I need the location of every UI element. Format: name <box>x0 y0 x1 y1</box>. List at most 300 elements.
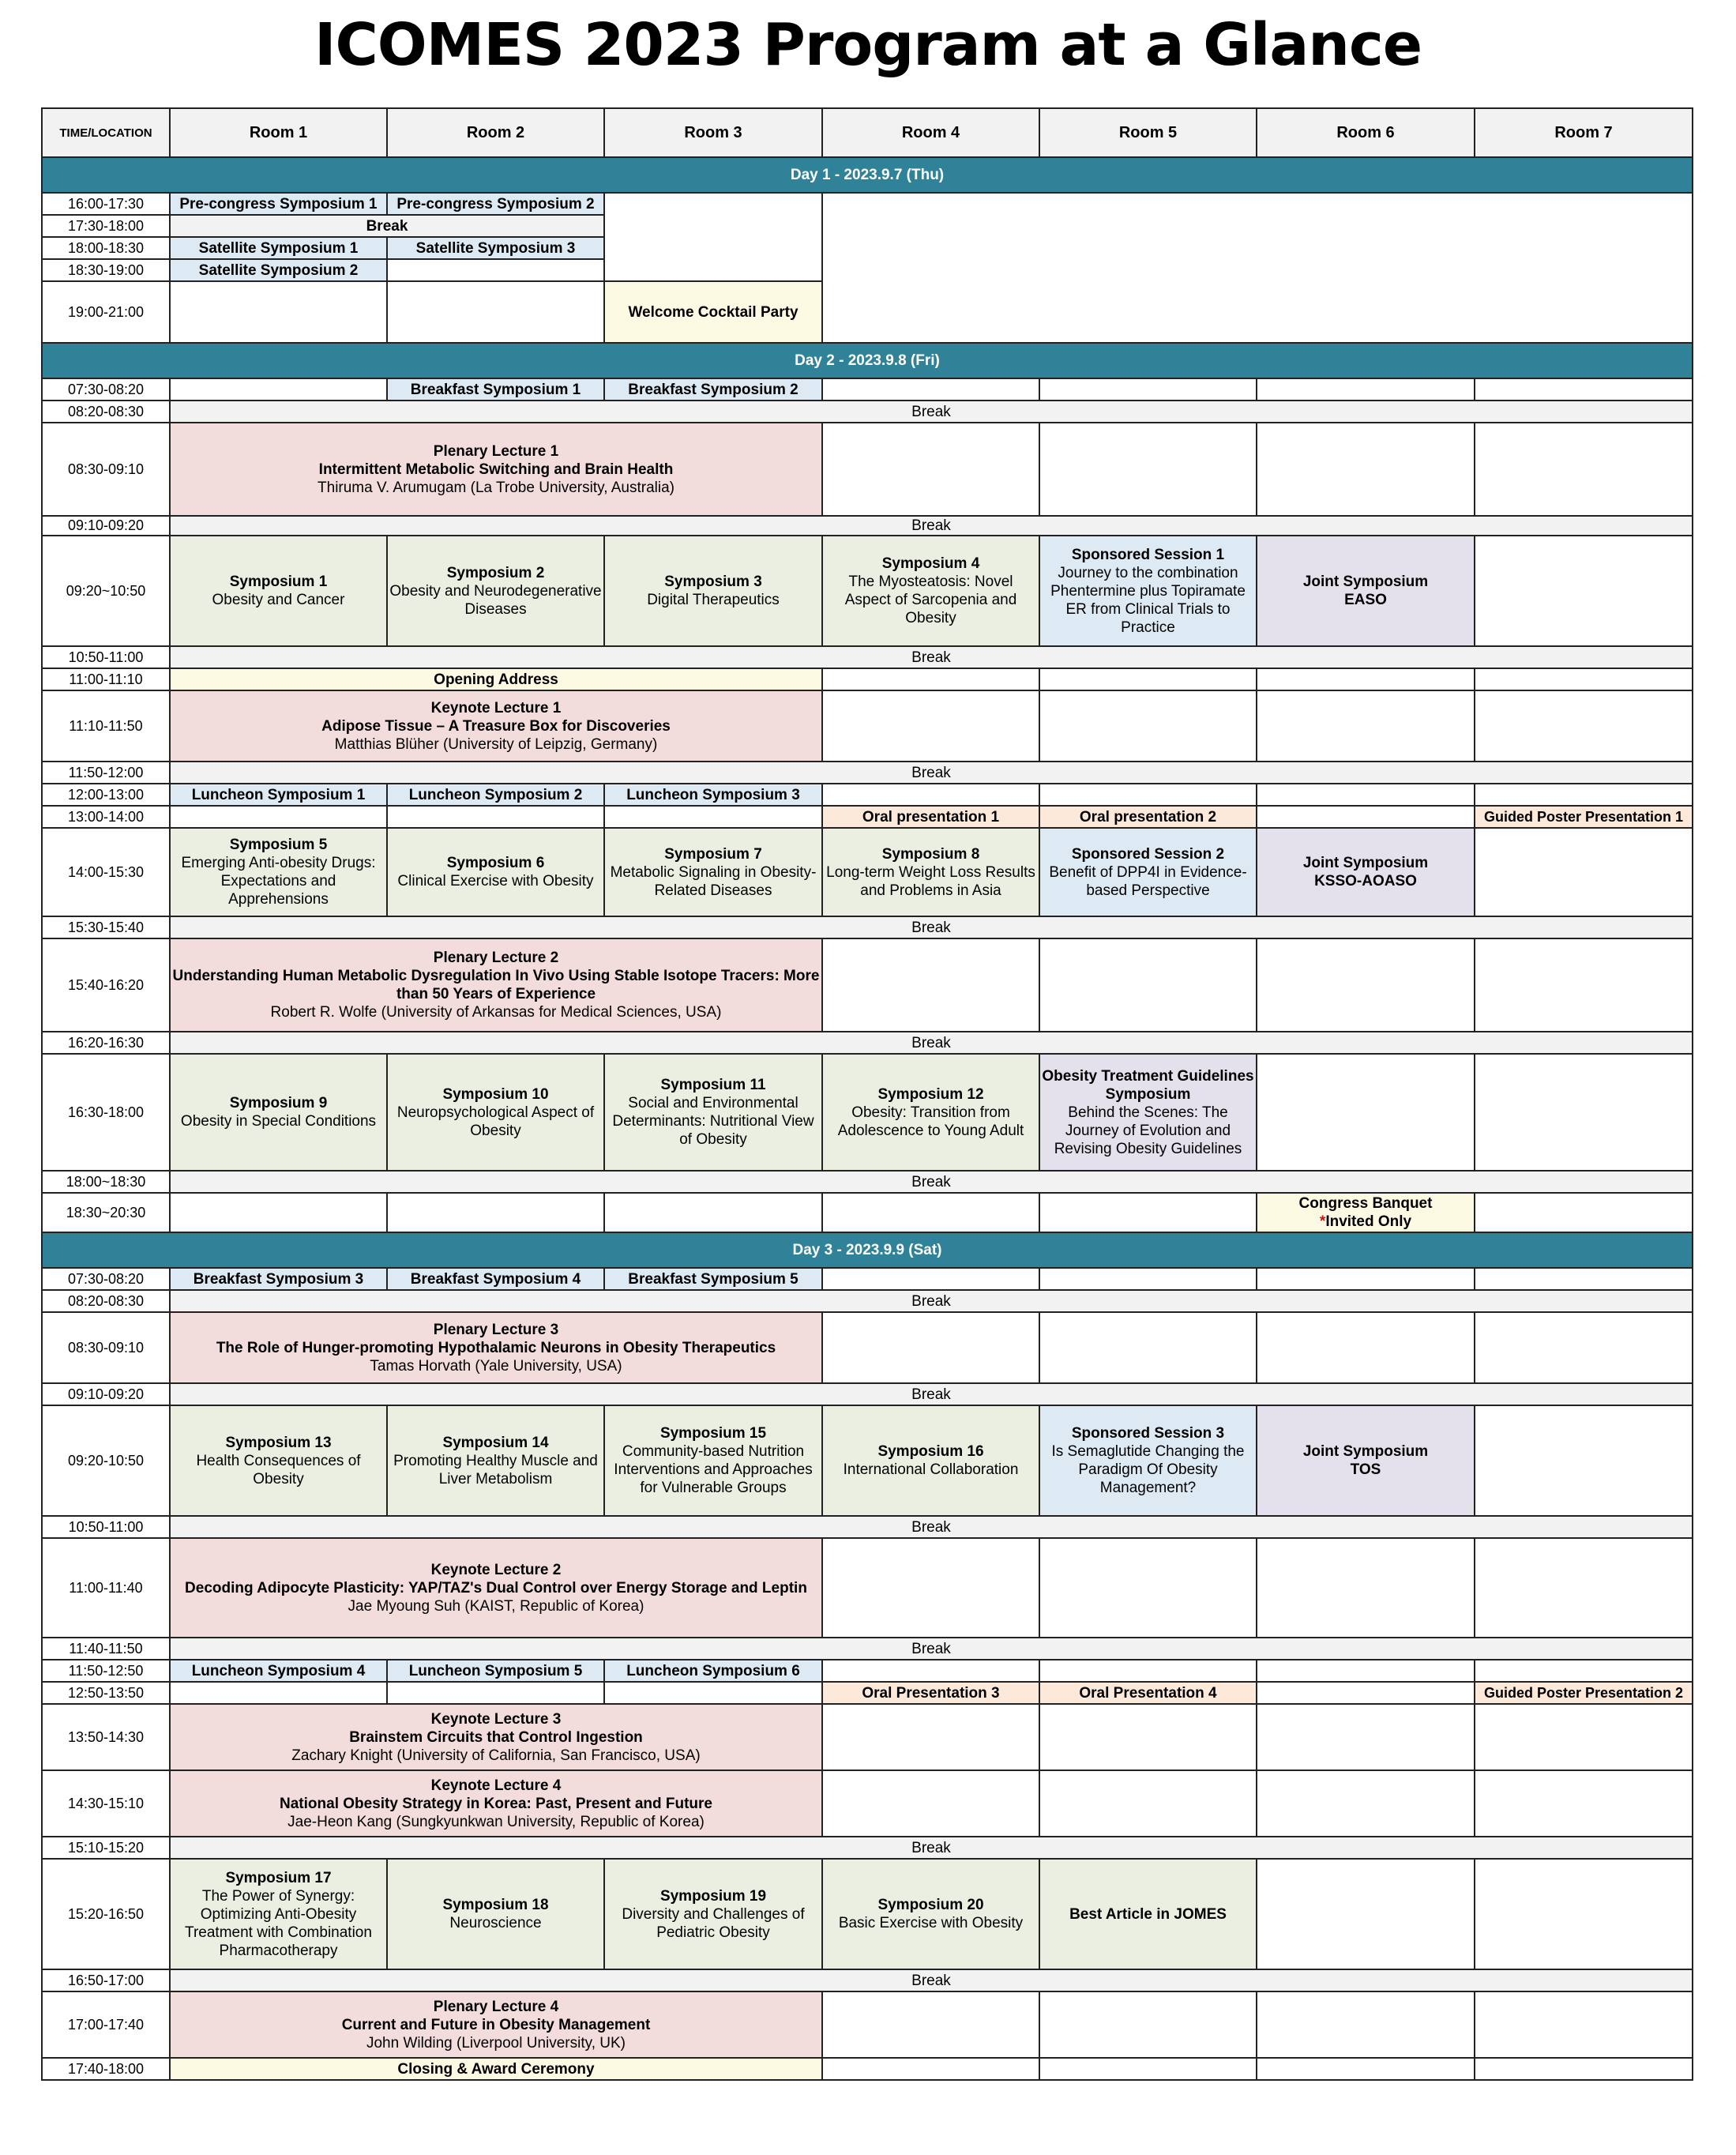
table-row <box>42 1837 1693 1859</box>
time-cell: 11:50-12:50 <box>42 1660 170 1682</box>
table-row <box>42 1682 1693 1704</box>
empty-cell <box>1039 1193 1257 1232</box>
session-label: Symposium 5 <box>229 837 328 853</box>
lecture-speaker: Tamas Horvath (Yale University, USA) <box>370 1357 622 1375</box>
empty-cell <box>1257 1054 1475 1171</box>
session-luncheon-3[interactable]: Luncheon Symposium 3 <box>604 784 822 806</box>
session-breakfast-4[interactable]: Breakfast Symposium 4 <box>387 1268 604 1290</box>
best-article-in-jomes[interactable]: Best Article in JOMES <box>1039 1859 1257 1969</box>
plenary-lecture-4[interactable] <box>170 1991 822 2058</box>
empty-cell <box>1257 423 1475 516</box>
symposium-13[interactable] <box>170 1405 387 1516</box>
empty-cell <box>387 281 604 343</box>
congress-banquet[interactable] <box>1257 1193 1475 1232</box>
header-time-location: TIME/LOCATION <box>42 108 170 157</box>
sponsored-session-2[interactable] <box>1039 828 1257 916</box>
lecture-label: Plenary Lecture 2 <box>433 950 559 966</box>
table-row <box>42 1268 1693 1290</box>
table-row <box>42 1312 1693 1383</box>
break-cell: Break <box>170 401 1693 423</box>
session-luncheon-6[interactable]: Luncheon Symposium 6 <box>604 1660 822 1682</box>
header-room-6: Room 6 <box>1257 108 1475 157</box>
program-table-wrapper <box>41 107 1692 2081</box>
table-row <box>42 1538 1693 1638</box>
table-row <box>42 1770 1693 1837</box>
table-row <box>42 1704 1693 1770</box>
session-label: Symposium 18 <box>442 1897 549 1913</box>
time-cell: 12:00-13:00 <box>42 784 170 806</box>
welcome-cocktail-party[interactable]: Welcome Cocktail Party <box>604 281 822 343</box>
lecture-speaker: Thiruma V. Arumugam (La Trobe University, Australia) <box>318 479 674 496</box>
keynote-lecture-1[interactable] <box>170 690 822 762</box>
symposium-1[interactable] <box>170 536 387 646</box>
session-topic: Community-based Nutrition Interventions and Approaches for Vulnerable Groups <box>614 1443 813 1496</box>
session-label: Sponsored Session 1 <box>1071 546 1225 563</box>
time-cell: 11:40-11:50 <box>42 1638 170 1660</box>
time-cell: 17:00-17:40 <box>42 1991 170 2058</box>
session-topic: Diversity and Challenges of Pediatric Obesity <box>622 1905 805 1941</box>
time-cell: 09:20-10:50 <box>42 1405 170 1516</box>
symposium-3[interactable] <box>604 536 822 646</box>
time-cell: 19:00-21:00 <box>42 281 170 343</box>
time-cell: 10:50-11:00 <box>42 646 170 668</box>
table-row <box>42 2058 1693 2080</box>
empty-cell <box>1257 1991 1475 2058</box>
empty-cell <box>822 1268 1039 1290</box>
session-topic: KSSO-AOASO <box>1314 873 1417 889</box>
session-topic: Basic Exercise with Obesity <box>838 1915 1024 1931</box>
symposium-20[interactable] <box>822 1859 1039 1969</box>
asterisk-mark: * <box>1319 1213 1326 1230</box>
table-row <box>42 806 1693 828</box>
empty-cell <box>1039 1312 1257 1383</box>
break-cell: Break <box>170 1383 1693 1405</box>
empty-cell <box>1257 1312 1475 1383</box>
empty-cell <box>604 806 822 828</box>
table-row <box>42 668 1693 690</box>
break-cell: Break <box>170 762 1693 784</box>
table-row <box>42 1859 1693 1969</box>
oral-presentation-2[interactable]: Oral presentation 2 <box>1039 806 1257 828</box>
session-satellite-1[interactable]: Satellite Symposium 1 <box>170 237 387 259</box>
session-topic: Obesity and Neurodegenerative Diseases <box>389 582 602 618</box>
lecture-label: Keynote Lecture 1 <box>430 699 562 716</box>
header-room-5: Room 5 <box>1039 108 1257 157</box>
session-label: Symposium 17 <box>225 1869 332 1886</box>
symposium-6[interactable] <box>387 828 604 916</box>
session-topic: Emerging Anti-obesity Drugs: Expectations and Apprehensions <box>181 855 376 908</box>
symposium-14[interactable] <box>387 1405 604 1516</box>
session-topic: Benefit of DPP4I in Evidence-based Perspective <box>1049 863 1247 899</box>
lecture-speaker: Jae Myoung Suh (KAIST, Republic of Korea) <box>348 1597 644 1615</box>
empty-cell <box>822 2058 1039 2080</box>
lecture-title: Intermittent Metabolic Switching and Brain Health <box>318 461 674 478</box>
session-topic: TOS <box>1350 1461 1381 1478</box>
time-cell: 13:50-14:30 <box>42 1704 170 1770</box>
table-row <box>42 828 1693 916</box>
empty-cell <box>170 1193 387 1232</box>
break-cell: Break <box>170 916 1693 938</box>
session-topic: Neuroscience <box>449 1915 542 1931</box>
empty-cell <box>1257 2058 1475 2080</box>
empty-cell <box>822 1991 1039 2058</box>
invited-only-text: Invited Only <box>1325 1213 1412 1230</box>
session-label: Joint Symposium <box>1302 1443 1429 1460</box>
break-cell: Break <box>170 1837 1693 1859</box>
program-table <box>41 107 1693 2081</box>
lecture-label: Plenary Lecture 3 <box>433 1321 559 1338</box>
session-topic: EASO <box>1344 592 1387 608</box>
session-breakfast-2[interactable]: Breakfast Symposium 2 <box>604 378 822 401</box>
empty-cell <box>1475 423 1693 516</box>
time-cell: 18:00-18:30 <box>42 237 170 259</box>
time-cell: 15:10-15:20 <box>42 1837 170 1859</box>
empty-cell <box>1257 1704 1475 1770</box>
break-cell: Break <box>170 1032 1693 1054</box>
oral-presentation-4[interactable]: Oral Presentation 4 <box>1039 1682 1257 1704</box>
time-cell: 14:00-15:30 <box>42 828 170 916</box>
empty-cell <box>1475 1193 1693 1232</box>
session-topic: Long-term Weight Loss Results and Problems in Asia <box>826 863 1035 899</box>
session-label: Symposium 14 <box>442 1434 549 1451</box>
time-cell: 16:20-16:30 <box>42 1032 170 1054</box>
empty-cell <box>1257 1682 1475 1704</box>
break-cell: Break <box>170 1290 1693 1312</box>
table-row <box>42 1660 1693 1682</box>
session-label: Symposium 9 <box>229 1095 328 1111</box>
banquet-label: Congress Banquet <box>1298 1195 1433 1212</box>
empty-cell <box>1257 668 1475 690</box>
empty-cell <box>1475 828 1693 916</box>
session-luncheon-2[interactable]: Luncheon Symposium 2 <box>387 784 604 806</box>
keynote-lecture-2[interactable] <box>170 1538 822 1638</box>
empty-cell <box>1257 690 1475 762</box>
day-3-banner: Day 3 - 2023.9.9 (Sat) <box>42 1232 1693 1268</box>
lecture-title: Current and Future in Obesity Management <box>341 2016 651 2033</box>
empty-cell <box>1039 938 1257 1032</box>
empty-cell <box>1475 1538 1693 1638</box>
empty-cell <box>822 1193 1039 1232</box>
empty-cell <box>387 1193 604 1232</box>
table-row <box>42 1969 1693 1991</box>
sponsored-session-3[interactable] <box>1039 1405 1257 1516</box>
lecture-label: Plenary Lecture 1 <box>433 442 559 460</box>
lecture-title: The Role of Hunger-promoting Hypothalamic Neurons in Obesity Therapeutics <box>216 1339 776 1356</box>
session-topic: Social and Environmental Determinants: Nutritional View of Obesity <box>612 1095 814 1148</box>
day-2-banner: Day 2 - 2023.9.8 (Fri) <box>42 343 1693 378</box>
table-row <box>42 193 1693 215</box>
time-cell: 11:00-11:40 <box>42 1538 170 1638</box>
time-cell: 16:00-17:30 <box>42 193 170 215</box>
time-cell: 11:10-11:50 <box>42 690 170 762</box>
session-label: Obesity Treatment Guidelines Symposium <box>1042 1067 1254 1103</box>
time-cell: 18:00~18:30 <box>42 1171 170 1193</box>
session-label: Joint Symposium <box>1302 855 1429 871</box>
session-label: Symposium 3 <box>664 574 762 590</box>
oral-presentation-1[interactable]: Oral presentation 1 <box>822 806 1039 828</box>
session-label: Symposium 2 <box>446 564 545 581</box>
empty-cell <box>1475 536 1693 646</box>
time-cell: 10:50-11:00 <box>42 1516 170 1538</box>
break-cell: Break <box>170 646 1693 668</box>
session-pre-congress-1[interactable]: Pre-congress Symposium 1 <box>170 193 387 215</box>
session-topic: Obesity: Transition from Adolescence to Young Adult <box>837 1104 1024 1139</box>
session-label: Symposium 6 <box>446 855 545 871</box>
empty-cell <box>1257 1660 1475 1682</box>
time-cell: 11:50-12:00 <box>42 762 170 784</box>
page-title: ICOMES 2023 Program at a Glance <box>314 11 1422 79</box>
empty-cell <box>1039 1268 1257 1290</box>
empty-cell <box>822 1704 1039 1770</box>
symposium-17[interactable] <box>170 1859 387 1969</box>
plenary-lecture-3[interactable] <box>170 1312 822 1383</box>
session-topic: Clinical Exercise with Obesity <box>397 873 594 889</box>
table-row <box>42 423 1693 516</box>
time-cell: 08:30-09:10 <box>42 423 170 516</box>
lecture-label: Keynote Lecture 3 <box>430 1710 562 1728</box>
time-cell: 09:10-09:20 <box>42 516 170 536</box>
session-topic: Obesity in Special Conditions <box>180 1113 377 1130</box>
empty-cell <box>1475 1660 1693 1682</box>
time-cell: 18:30~20:30 <box>42 1193 170 1232</box>
symposium-4[interactable] <box>822 536 1039 646</box>
table-row <box>42 762 1693 784</box>
session-topic: Behind the Scenes: The Journey of Evolution and Revising Obesity Guidelines <box>1054 1104 1242 1157</box>
empty-cell <box>1039 1704 1257 1770</box>
time-cell: 08:20-08:30 <box>42 1290 170 1312</box>
time-cell: 15:30-15:40 <box>42 916 170 938</box>
table-row <box>42 516 1693 536</box>
lecture-label: Keynote Lecture 2 <box>430 1561 562 1578</box>
plenary-lecture-1[interactable] <box>170 423 822 516</box>
empty-cell <box>822 1538 1039 1638</box>
session-label: Sponsored Session 3 <box>1071 1425 1225 1442</box>
empty-cell <box>1475 668 1693 690</box>
empty-cell <box>1257 1268 1475 1290</box>
header-room-3: Room 3 <box>604 108 822 157</box>
lecture-title: Adipose Tissue – A Treasure Box for Discoveries <box>321 717 671 735</box>
empty-cell <box>1257 1770 1475 1837</box>
empty-cell <box>1475 938 1693 1032</box>
empty-cell <box>1039 1770 1257 1837</box>
session-label: Symposium 4 <box>881 555 980 572</box>
joint-symposium-ksso-aoaso[interactable] <box>1257 828 1475 916</box>
symposium-9[interactable] <box>170 1054 387 1171</box>
time-cell: 09:10-09:20 <box>42 1383 170 1405</box>
day-3-row <box>42 1232 1693 1268</box>
break-cell: Break <box>170 1516 1693 1538</box>
table-row <box>42 1405 1693 1516</box>
symposium-18[interactable] <box>387 1859 604 1969</box>
empty-cell <box>822 938 1039 1032</box>
symposium-19[interactable] <box>604 1859 822 1969</box>
plenary-lecture-2[interactable] <box>170 938 822 1032</box>
time-cell: 07:30-08:20 <box>42 1268 170 1290</box>
empty-cell <box>1039 423 1257 516</box>
session-label: Symposium 20 <box>877 1897 984 1913</box>
empty-cell <box>1039 1538 1257 1638</box>
empty-cell <box>1475 378 1693 401</box>
time-cell: 14:30-15:10 <box>42 1770 170 1837</box>
joint-symposium-easo[interactable] <box>1257 536 1475 646</box>
empty-cell <box>1257 806 1475 828</box>
time-cell: 17:30-18:00 <box>42 215 170 237</box>
guided-poster-presentation-1[interactable]: Guided Poster Presentation 1 <box>1475 806 1693 828</box>
lecture-speaker: Robert R. Wolfe (University of Arkansas for Medical Sciences, USA) <box>270 1004 722 1021</box>
session-breakfast-1[interactable]: Breakfast Symposium 1 <box>387 378 604 401</box>
session-topic: The Myosteatosis: Novel Aspect of Sarcopenia and Obesity <box>844 574 1017 626</box>
empty-cell <box>170 1682 387 1704</box>
break-cell: Break <box>170 1638 1693 1660</box>
empty-cell <box>822 1770 1039 1837</box>
session-label: Symposium 16 <box>877 1443 984 1460</box>
obesity-treatment-guidelines-symposium[interactable] <box>1039 1054 1257 1171</box>
session-label: Symposium 10 <box>442 1085 549 1103</box>
empty-cell <box>822 193 1693 343</box>
session-label: Sponsored Session 2 <box>1071 845 1225 863</box>
header-room-4: Room 4 <box>822 108 1039 157</box>
time-cell: 16:50-17:00 <box>42 1969 170 1991</box>
empty-cell <box>822 784 1039 806</box>
symposium-5[interactable] <box>170 828 387 916</box>
empty-cell <box>1475 2058 1693 2080</box>
lecture-label: Keynote Lecture 4 <box>430 1777 562 1794</box>
symposium-15[interactable] <box>604 1405 822 1516</box>
lecture-title: Understanding Human Metabolic Dysregulation In Vivo Using Stable Isotope Tracers: More than 50 Years of Experience <box>172 968 820 1002</box>
day-1-row <box>42 157 1693 193</box>
session-label: Symposium 11 <box>660 1077 766 1093</box>
session-label: Symposium 7 <box>664 845 762 863</box>
session-label: Symposium 1 <box>229 574 328 590</box>
sponsored-session-1[interactable] <box>1039 536 1257 646</box>
day-2-row <box>42 343 1693 378</box>
empty-cell <box>1257 784 1475 806</box>
session-topic: Health Consequences of Obesity <box>196 1452 361 1487</box>
empty-cell <box>1039 784 1257 806</box>
time-cell: 07:30-08:20 <box>42 378 170 401</box>
session-label: Symposium 15 <box>659 1425 767 1442</box>
guided-poster-presentation-2[interactable]: Guided Poster Presentation 2 <box>1475 1682 1693 1704</box>
joint-symposium-tos[interactable] <box>1257 1405 1475 1516</box>
session-luncheon-4[interactable]: Luncheon Symposium 4 <box>170 1660 387 1682</box>
empty-cell <box>1039 2058 1257 2080</box>
empty-cell <box>822 378 1039 401</box>
table-row <box>42 1638 1693 1660</box>
table-row <box>42 1516 1693 1538</box>
empty-cell <box>1475 1054 1693 1171</box>
header-room-2: Room 2 <box>387 108 604 157</box>
time-cell: 13:00-14:00 <box>42 806 170 828</box>
time-cell: 18:30-19:00 <box>42 259 170 281</box>
banquet-note <box>1259 1213 1472 1231</box>
empty-cell <box>1475 1405 1693 1516</box>
table-row <box>42 378 1693 401</box>
session-topic: International Collaboration <box>843 1461 1019 1478</box>
session-luncheon-5[interactable]: Luncheon Symposium 5 <box>387 1660 604 1682</box>
empty-cell <box>1475 784 1693 806</box>
symposium-8[interactable] <box>822 828 1039 916</box>
symposium-11[interactable] <box>604 1054 822 1171</box>
lecture-label: Plenary Lecture 4 <box>433 1998 559 2015</box>
empty-cell <box>387 806 604 828</box>
empty-cell <box>387 259 604 281</box>
session-luncheon-1[interactable]: Luncheon Symposium 1 <box>170 784 387 806</box>
session-pre-congress-2[interactable]: Pre-congress Symposium 2 <box>387 193 604 215</box>
session-label: Symposium 8 <box>881 845 980 863</box>
closing-award-ceremony[interactable]: Closing & Award Ceremony <box>170 2058 822 2080</box>
session-label: Symposium 13 <box>225 1434 332 1451</box>
lecture-title: Decoding Adipocyte Plasticity: YAP/TAZ's Dual Control over Energy Storage and Leptin <box>185 1579 807 1597</box>
session-topic: Promoting Healthy Muscle and Liver Metabolism <box>393 1452 598 1487</box>
session-satellite-2[interactable]: Satellite Symposium 2 <box>170 259 387 281</box>
time-cell: 09:20~10:50 <box>42 536 170 646</box>
session-topic: Metabolic Signaling in Obesity-Related Diseases <box>610 863 817 899</box>
time-cell: 16:30-18:00 <box>42 1054 170 1171</box>
empty-cell <box>1475 1991 1693 2058</box>
keynote-lecture-4[interactable] <box>170 1770 822 1837</box>
lecture-speaker: John Wilding (Liverpool University, UK) <box>366 2034 626 2052</box>
empty-cell <box>1039 668 1257 690</box>
opening-address[interactable]: Opening Address <box>170 668 822 690</box>
empty-cell <box>1257 1538 1475 1638</box>
table-row <box>42 401 1693 423</box>
empty-cell <box>1475 1268 1693 1290</box>
symposium-10[interactable] <box>387 1054 604 1171</box>
keynote-lecture-3[interactable] <box>170 1704 822 1770</box>
table-row <box>42 1032 1693 1054</box>
time-cell: 17:40-18:00 <box>42 2058 170 2080</box>
table-row <box>42 536 1693 646</box>
symposium-2[interactable] <box>387 536 604 646</box>
empty-cell <box>822 1312 1039 1383</box>
break-cell: Break <box>170 1969 1693 1991</box>
table-row <box>42 646 1693 668</box>
empty-cell <box>1475 690 1693 762</box>
empty-cell <box>170 281 387 343</box>
table-row <box>42 916 1693 938</box>
time-cell: 15:20-16:50 <box>42 1859 170 1969</box>
empty-cell <box>1475 1859 1693 1969</box>
table-row <box>42 690 1693 762</box>
session-breakfast-5[interactable]: Breakfast Symposium 5 <box>604 1268 822 1290</box>
lecture-speaker: Matthias Blüher (University of Leipzig, Germany) <box>334 735 658 753</box>
empty-cell <box>170 806 387 828</box>
lecture-title: Brainstem Circuits that Control Ingestion <box>349 1728 643 1746</box>
empty-cell <box>1039 378 1257 401</box>
oral-presentation-3[interactable]: Oral Presentation 3 <box>822 1682 1039 1704</box>
table-row <box>42 1171 1693 1193</box>
session-topic: Obesity and Cancer <box>212 592 345 608</box>
symposium-7[interactable] <box>604 828 822 916</box>
session-breakfast-3[interactable]: Breakfast Symposium 3 <box>170 1268 387 1290</box>
empty-cell <box>604 1193 822 1232</box>
table-row <box>42 1054 1693 1171</box>
empty-cell <box>1257 1859 1475 1969</box>
time-cell: 11:00-11:10 <box>42 668 170 690</box>
lecture-title: National Obesity Strategy in Korea: Past, Present and Future <box>280 1795 712 1812</box>
session-satellite-3[interactable]: Satellite Symposium 3 <box>387 237 604 259</box>
empty-cell <box>1257 938 1475 1032</box>
session-label: Symposium 12 <box>877 1085 984 1103</box>
empty-cell <box>387 1682 604 1704</box>
empty-cell <box>1039 690 1257 762</box>
header-room-1: Room 1 <box>170 108 387 157</box>
break-cell: Break <box>170 516 1693 536</box>
symposium-12[interactable] <box>822 1054 1039 1171</box>
empty-cell <box>604 193 822 281</box>
symposium-16[interactable] <box>822 1405 1039 1516</box>
empty-cell <box>1475 1704 1693 1770</box>
